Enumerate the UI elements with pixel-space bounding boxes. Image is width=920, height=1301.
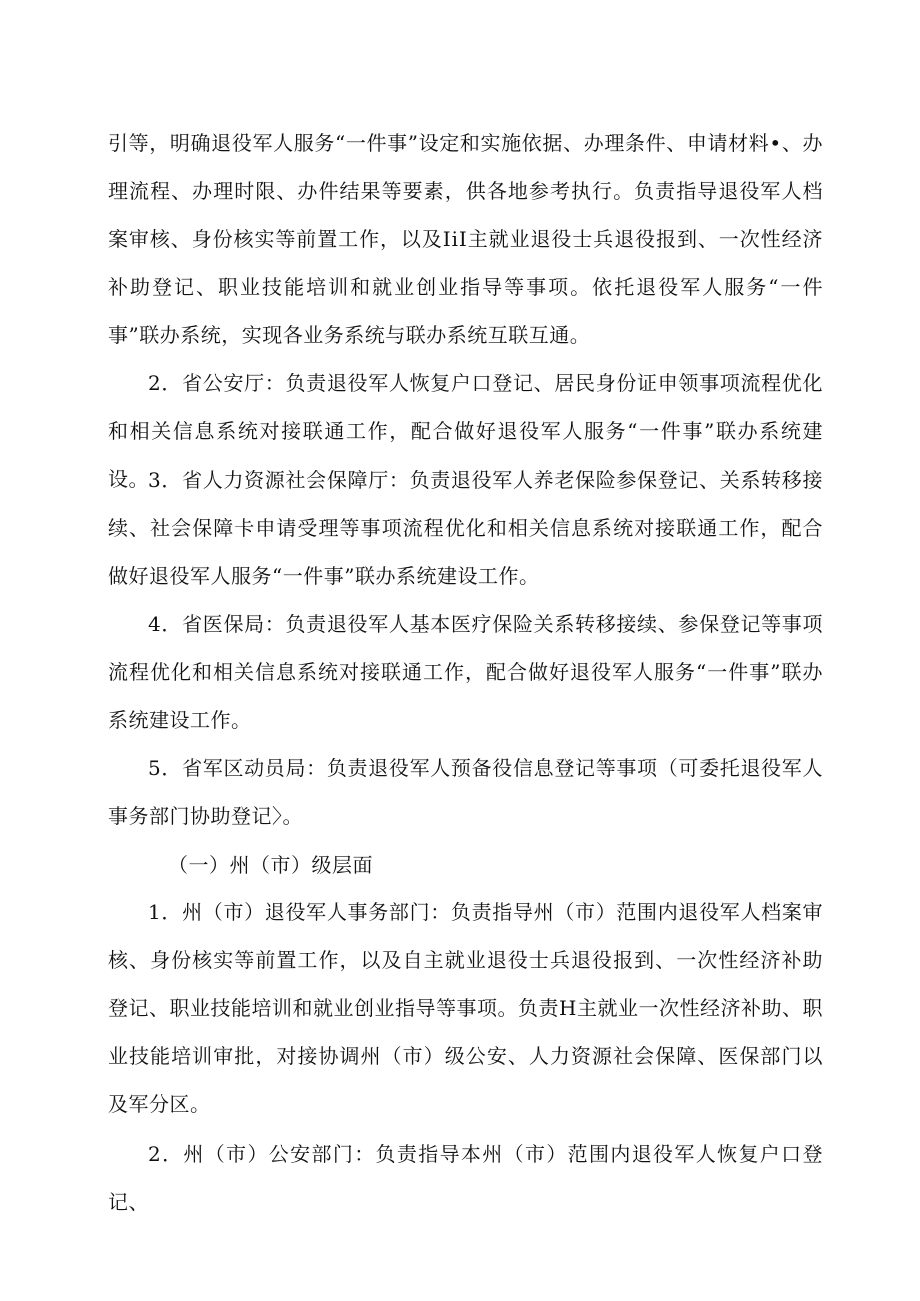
paragraph-prefecture-veterans-affairs: 1．州（市）退役军人事务部门：负责指导州（市）范围内退役军人档案审核、身份核实等前置工作，以及自主就业退役士兵退役报到、一次性经济补助登记、职业技能培训和就业创业指导等事项。负责H主就业一次性经济补助、职业技能培训审批，对接协调州（市）级公安、人力资源社会保障、医保部门以及军分区。 [108,900,823,1116]
paragraph-medical-insurance: 4．省医保局：负责退役军人基本医疗保险关系转移接续、参保登记等事项流程优化和相关信息系统对接联通工作，配合做好退役军人服务“一件事”联办系统建设工作。 [108,612,823,732]
section-heading-prefecture-level: （一）州（市）级层面 [168,853,373,877]
paragraph-public-security: 2．省公安厅：负责退役军人恢复户口登记、居民身份证申领事项流程优化和相关信息系统对接联通工作，配合做好退役军人服务“一件事”联办系统建设。 [108,371,823,491]
paragraph-military-mobilization: 5．省军区动员局：负责退役军人预备役信息登记等事项（可委托退役军人事务部门协助登记〉。 [108,756,823,828]
paragraph-ministry-duties: 引等，明确退役军人服务“一件事”设定和实施依据、办理条件、申请材料•、办理流程、办理时限、办件结果等要素，供各地参考执行。负责指导退役军人档案审核、身份核实等前置工作，以及IⅰI主就业退役士兵退役报到、一次性经济补助登记、职业技能培训和就业创业指导等事项。依托退役军人服务“一件事”联办系统，实现各业务系统与联办系统互联互通。 [108,131,823,347]
paragraph-prefecture-public-security: 2．州（市）公安部门：负责指导本州（市）范围内退役军人恢复户口登记、 [108,1142,823,1214]
paragraph-human-resources: 3．省人力资源社会保障厅：负责退役军人养老保险参保登记、关系转移接续、社会保障卡申请受理等事项流程优化和相关信息系统对接联通工作，配合做好退役军人服务“一件事”联办系统建设工作。 [108,468,823,588]
